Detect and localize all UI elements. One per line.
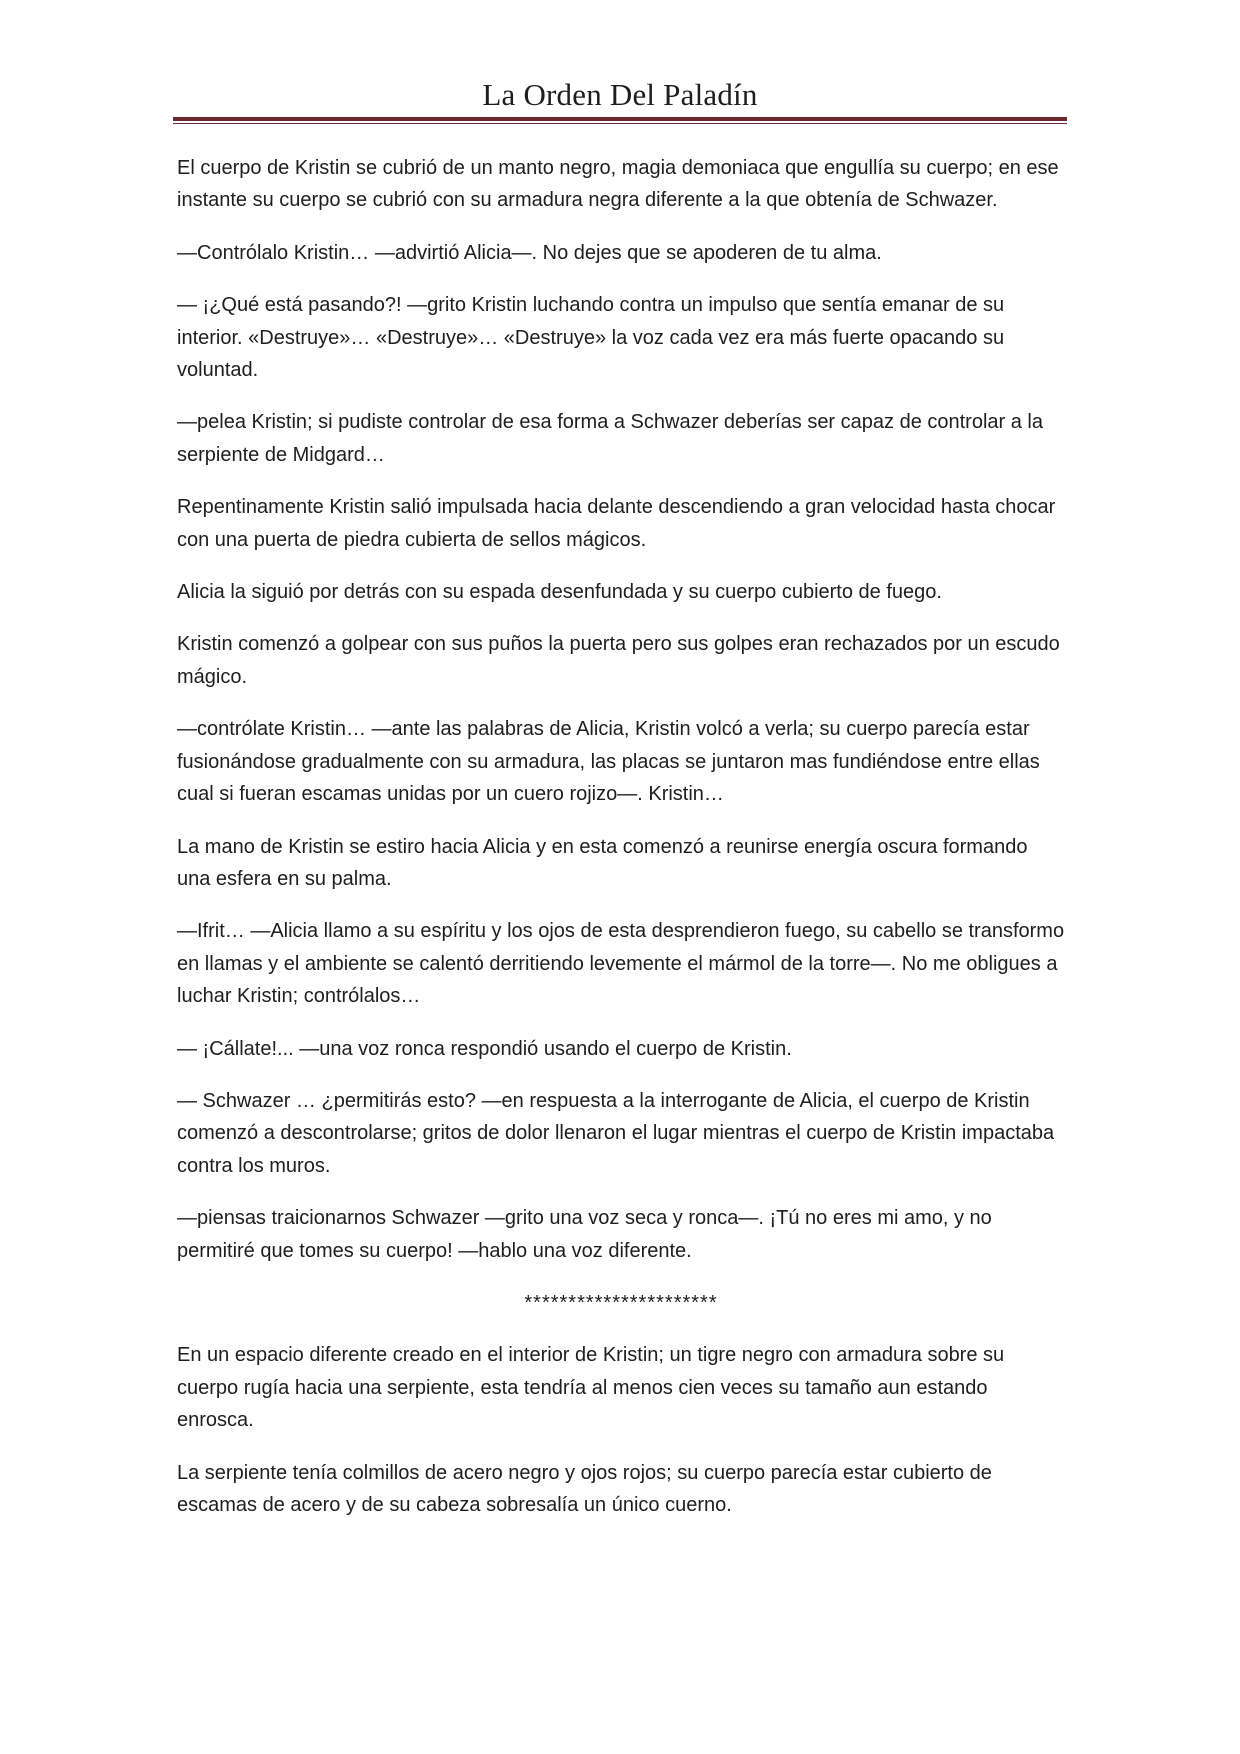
header-rule-thin (173, 123, 1067, 124)
paragraph: Repentinamente Kristin salió impulsada hacia delante descendiendo a gran velocidad hasta chocar con una puerta de piedra cubierta de sellos mágicos. (177, 496, 1056, 551)
paragraph: La serpiente tenía colmillos de acero negro y ojos rojos; su cuerpo parecía estar cubierto de escamas de acero y de su cabeza sobresalía un único cuerno. (177, 1461, 992, 1516)
paragraph: —pelea Kristin; si pudiste controlar de esa forma a Schwazer deberías ser capaz de controlar a la serpiente de Midgard… (177, 411, 1043, 466)
paragraph: — Schwazer … ¿permitirás esto? —en respuesta a la interrogante de Alicia, el cuerpo de Kristin comenzó a descontrolarse; gritos de dolor llenaron el lugar mientras el cuerpo de Kristin impactaba contra los muros. (177, 1089, 1055, 1177)
paragraph: —piensas traicionarnos Schwazer —grito una voz seca y ronca—. ¡Tú no eres mi amo, y no permitiré que tomes su cuerpo! —hablo una voz diferente. (177, 1207, 992, 1262)
page-title: La Orden Del Paladín (482, 77, 758, 112)
page-header (173, 72, 1067, 118)
document-body (177, 152, 1065, 1541)
paragraph: —contrólate Kristin… —ante las palabras de Alicia, Kristin volcó a verla; su cuerpo parecía estar fusionándose gradualmente con su armadura, las placas se juntaron mas fundiéndose entre ellas cual si fueran escamas unidas por un cuero rojizo—. Kristin… (177, 718, 1040, 806)
paragraph: La mano de Kristin se estiro hacia Alicia y en esta comenzó a reunirse energía oscura formando una esfera en su palma. (177, 835, 1028, 890)
header-rule (173, 117, 1067, 125)
paragraph: En un espacio diferente creado en el interior de Kristin; un tigre negro con armadura sobre su cuerpo rugía hacia una serpiente, esta tendría al menos cien veces su tamaño aun estando enrosca. (177, 1344, 1005, 1432)
paragraph: El cuerpo de Kristin se cubrió de un manto negro, magia demoniaca que engullía su cuerpo; en ese instante su cuerpo se cubrió con su armadura negra diferente a la que obtenía de Schwazer. (177, 157, 1059, 212)
paragraph: Kristin comenzó a golpear con sus puños la puerta pero sus golpes eran rechazados por un escudo mágico. (177, 633, 1060, 688)
paragraph: —Contrólalo Kristin… —advirtió Alicia—. No dejes que se apoderen de tu alma. (177, 241, 882, 264)
scene-separator: ********************** (524, 1291, 718, 1314)
paragraph: —Ifrit… —Alicia llamo a su espíritu y los ojos de esta desprendieron fuego, su cabello se transformo en llamas y el ambiente se calentó derritiendo levemente el mármol de la torre—. No me obligues a luchar Kristin; contrólalos… (177, 920, 1065, 1008)
paragraph: Alicia la siguió por detrás con su espada desenfundada y su cuerpo cubierto de fuego. (177, 581, 942, 604)
paragraph: — ¡¿Qué está pasando?! —grito Kristin luchando contra un impulso que sentía emanar de su interior. «Destruye»… «Destruye»… «Destruye» la voz cada vez era más fuerte opacando su voluntad. (177, 294, 1005, 382)
header-rule-thick (173, 117, 1067, 121)
paragraph: — ¡Cállate!... —una voz ronca respondió usando el cuerpo de Kristin. (177, 1037, 792, 1060)
